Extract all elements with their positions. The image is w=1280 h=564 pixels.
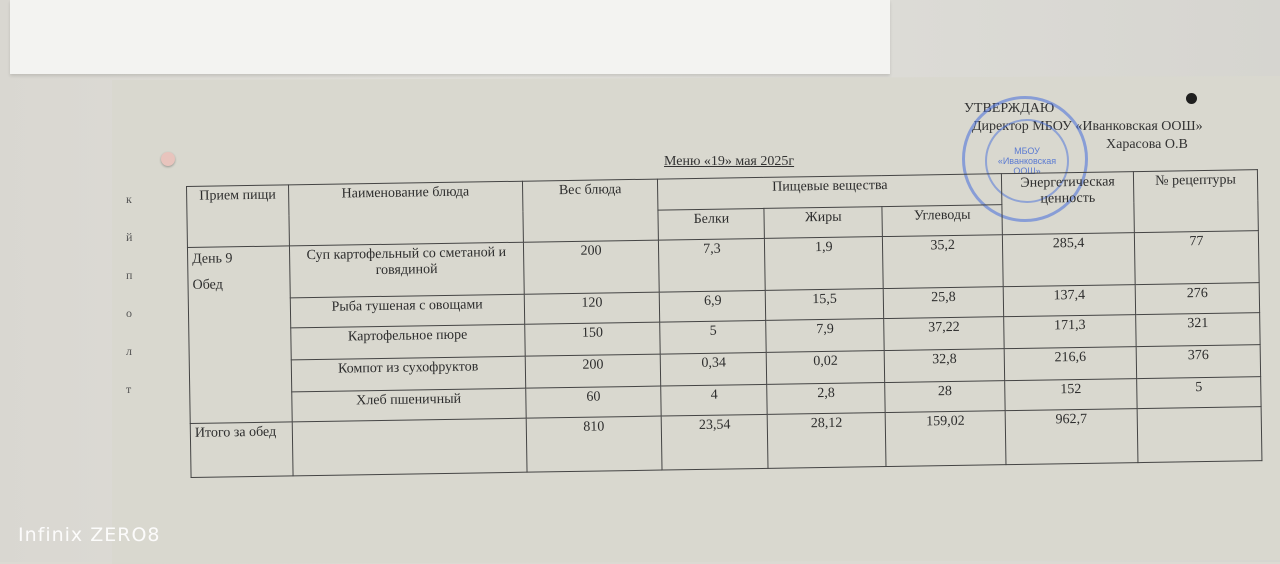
dish-fat: 7,9 — [766, 319, 884, 353]
menu-table — [186, 169, 1262, 478]
dish-name: Рыба тушеная с овощами — [290, 294, 524, 328]
dish-fat: 15,5 — [766, 289, 884, 321]
dish-carbs: 28 — [885, 381, 1005, 413]
meal-cell — [187, 246, 292, 424]
approval-position: Директор МБОУ «Иванковская ООШ» — [972, 119, 1203, 134]
dish-name: Хлеб пшеничный — [292, 388, 526, 422]
menu-title: Меню «19» мая 2025г — [664, 154, 795, 169]
header-carbs: Углеводы — [882, 204, 1002, 236]
total-label: Итого за обед — [190, 422, 293, 478]
total-weight: 810 — [526, 416, 663, 472]
dish-protein: 0,34 — [661, 352, 767, 386]
dish-weight: 200 — [523, 240, 660, 294]
dish-energy: 137,4 — [1003, 285, 1135, 317]
header-fat: Жиры — [764, 206, 882, 238]
dish-carbs: 32,8 — [884, 349, 1004, 383]
total-dish-empty — [292, 418, 527, 476]
total-recipe-empty — [1137, 407, 1262, 463]
total-energy: 962,7 — [1005, 409, 1138, 465]
camera-watermark: Infinix ZERO8 — [18, 524, 161, 546]
dish-weight: 200 — [525, 354, 661, 388]
total-protein: 23,54 — [662, 414, 769, 470]
header-nutrients: Пищевые вещества — [658, 174, 1002, 210]
dish-recipe: 77 — [1134, 231, 1259, 285]
header-protein: Белки — [658, 208, 764, 240]
meal-day: День 9 — [192, 251, 233, 267]
header-meal: Прием пищи — [187, 185, 290, 248]
dish-energy: 216,6 — [1004, 347, 1136, 381]
approval-title: УТВЕРЖДАЮ — [964, 101, 1055, 116]
dish-protein: 6,9 — [660, 290, 766, 322]
dish-protein: 5 — [660, 320, 766, 354]
stamp-text: МБОУ «Иванковская ООШ» — [985, 119, 1069, 203]
dish-weight: 150 — [524, 322, 660, 356]
dish-recipe: 276 — [1135, 283, 1259, 315]
white-sheet — [10, 0, 890, 74]
edge-marks: к й п о л т — [126, 192, 133, 396]
dish-recipe: 5 — [1137, 377, 1261, 409]
header-weight: Вес блюда — [522, 179, 659, 242]
dish-name: Компот из сухофруктов — [291, 356, 525, 392]
push-pin-red — [161, 152, 175, 166]
dish-name: Картофельное пюре — [291, 324, 525, 360]
meal-name: Обед — [192, 277, 223, 293]
dish-carbs: 35,2 — [883, 235, 1004, 289]
header-energy: Энергетическая ценность — [1001, 172, 1134, 235]
dish-weight: 120 — [524, 292, 660, 324]
header-recipe: № рецептуры — [1133, 170, 1258, 233]
dish-energy: 171,3 — [1004, 315, 1136, 349]
dish-fat: 1,9 — [765, 237, 884, 291]
total-carbs: 159,02 — [885, 411, 1006, 467]
total-fat: 28,12 — [767, 413, 886, 469]
dish-protein: 4 — [661, 384, 767, 416]
dish-energy: 152 — [1005, 379, 1137, 411]
dish-energy: 285,4 — [1002, 233, 1135, 287]
dish-protein: 7,3 — [659, 238, 766, 292]
dish-recipe: 321 — [1136, 313, 1260, 347]
dish-fat: 2,8 — [767, 383, 885, 415]
dish-weight: 60 — [525, 386, 661, 418]
approval-signatory: Харасова О.В — [1106, 137, 1188, 152]
dish-carbs: 25,8 — [883, 287, 1003, 319]
dish-recipe: 376 — [1136, 345, 1260, 379]
dish-fat: 0,02 — [767, 351, 885, 385]
header-dish: Наименование блюда — [288, 181, 523, 246]
dish-name: Суп картофельный со сметаной и говядиной — [289, 242, 524, 298]
dish-carbs: 37,22 — [884, 317, 1004, 351]
